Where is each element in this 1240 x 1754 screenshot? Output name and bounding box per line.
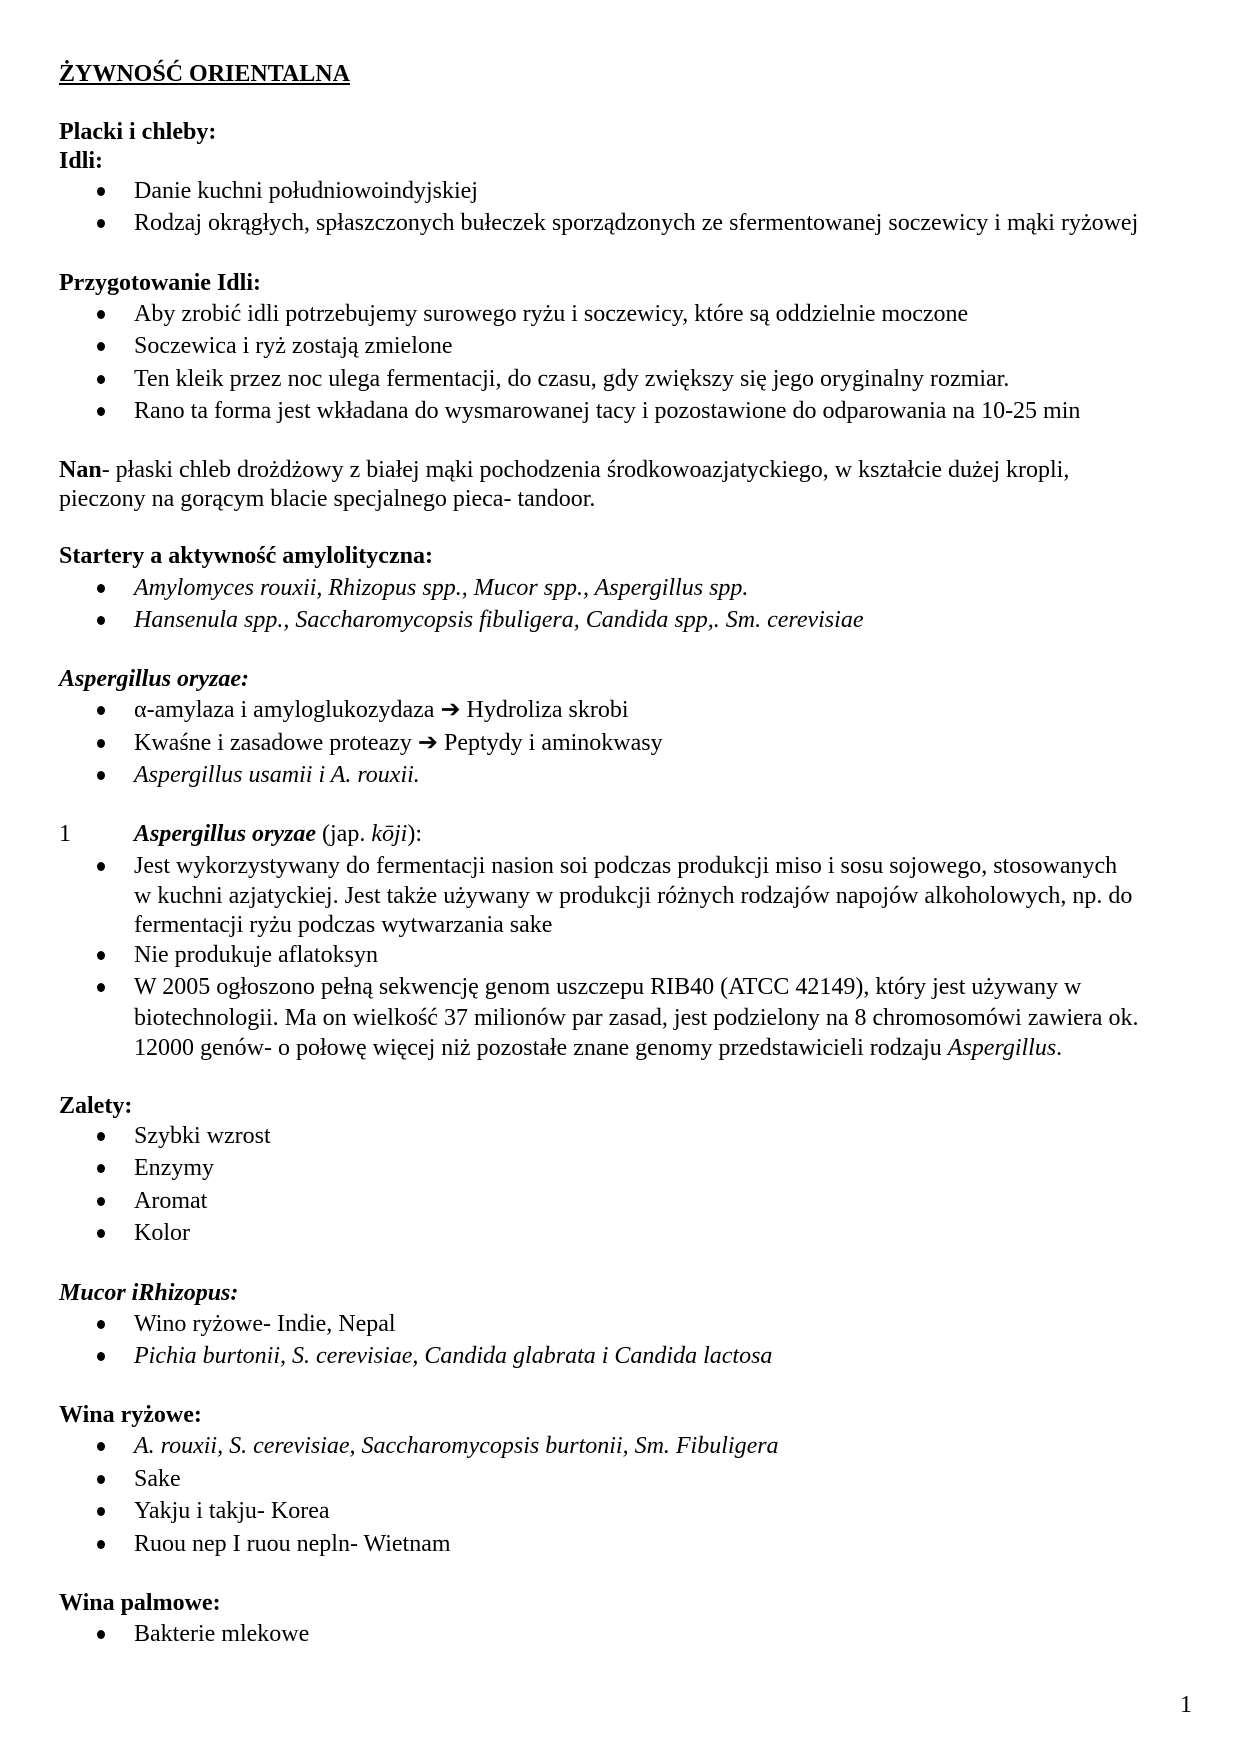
- bullet-continuation: [134, 881, 1132, 911]
- bullet-continuation: [134, 1033, 1062, 1063]
- text-run: Danie kuchni południowoindyjskiej: [134, 178, 478, 204]
- text-run: Kwaśne i zasadowe proteazy ➔ Peptydy i aminokwasy: [134, 730, 663, 756]
- text-run: Aspergillus: [947, 1035, 1057, 1061]
- section-heading: [59, 146, 103, 176]
- section-heading: [59, 1400, 202, 1430]
- bullet-icon: [97, 771, 105, 780]
- bullet-icon: [97, 951, 105, 960]
- text-run: biotechnologii. Ma on wielkość 37 milionów par zasad, jest podzielony na 8 chromosomówi zawiera ok.: [134, 1005, 1139, 1031]
- bullet-icon: [97, 342, 105, 351]
- bullet-item: [134, 1619, 309, 1649]
- text-run: Aspergillus oryzae: [134, 821, 317, 847]
- text-run: Amylomyces rouxii, Rhizopus spp., Mucor spp., Aspergillus spp.: [134, 575, 749, 601]
- bullet-item: [134, 851, 1117, 881]
- bullet-icon: [97, 407, 105, 416]
- document-title: ŻYWNOŚĆ ORIENTALNA: [59, 61, 350, 87]
- bullet-item: [134, 1121, 271, 1151]
- text-run: (jap.: [316, 821, 372, 847]
- text-run: 12000 genów- o połowę więcej niż pozostałe znane genomy przedstawicieli rodzaju: [134, 1035, 948, 1061]
- bullet-item: [134, 208, 1138, 238]
- text-run: Mucor iRhizopus:: [59, 1280, 239, 1306]
- bullet-item: [134, 1309, 396, 1339]
- bullet-item: [134, 364, 1009, 394]
- bullet-icon: [97, 1229, 105, 1238]
- bullet-item: [134, 573, 748, 603]
- text-run: Przygotowanie Idli:: [59, 270, 261, 296]
- bullet-icon: [97, 584, 105, 593]
- numbered-heading: [59, 819, 422, 849]
- text-run: - płaski chleb drożdżowy z białej mąki pochodzenia środkowoazjatyckiego, w kształcie dużej kropli,: [101, 457, 1070, 483]
- section-heading: [59, 541, 433, 571]
- text-run: Rodzaj okrągłych, spłaszczonych bułeczek sporządzonych ze sfermentowanej soczewicy i mąki ryżowej: [134, 210, 1139, 236]
- bullet-icon: [97, 1630, 105, 1639]
- bullet-item: [134, 1186, 207, 1216]
- bullet-item: [134, 1496, 330, 1526]
- text-run: Sake: [134, 1466, 181, 1492]
- text-run: Aspergillus oryzae:: [59, 666, 250, 692]
- text-run: Soczewica i ryż zostają zmielone: [134, 333, 453, 359]
- text-run: Wina palmowe:: [59, 1590, 221, 1616]
- bullet-item: [134, 1529, 451, 1559]
- text-run: Yakju i takju- Korea: [134, 1498, 330, 1524]
- text-run: Placki i chleby:: [59, 119, 217, 145]
- bullet-icon: [97, 1320, 105, 1329]
- text-run: Idli:: [59, 148, 104, 174]
- text-run: Nie produkuje aflatoksyn: [134, 942, 378, 968]
- bullet-item: [134, 605, 863, 635]
- bullet-icon: [97, 1164, 105, 1173]
- bullet-icon: [97, 310, 105, 319]
- text-run: Wina ryżowe:: [59, 1402, 202, 1428]
- text-run: Ruou nep I ruou nepln- Wietnam: [134, 1531, 451, 1557]
- bullet-item: [134, 299, 968, 329]
- text-run: Hansenula spp., Saccharomycopsis fibuligera, Candida spp,. Sm. cerevisiae: [134, 607, 864, 633]
- bullet-item: [134, 1464, 181, 1494]
- bullet-item: [134, 728, 663, 758]
- section-heading: [59, 268, 261, 298]
- text-run: w kuchni azjatyckiej. Jest także używany w produkcji różnych rodzajów napojów alkoholowych, np. do: [134, 883, 1133, 909]
- bullet-item: [134, 176, 478, 206]
- bullet-icon: [97, 219, 105, 228]
- bullet-icon: [97, 983, 105, 992]
- bullet-icon: [97, 1132, 105, 1141]
- bullet-item: [134, 1341, 772, 1371]
- text-run: Nan: [59, 457, 102, 483]
- text-run: Kolor: [134, 1220, 190, 1246]
- text-run: Pichia burtonii, S. cerevisiae, Candida glabrata i Candida lactosa: [134, 1343, 773, 1369]
- paragraph-line: [59, 484, 595, 514]
- text-run: A. rouxii, S. cerevisiae, Saccharomycopsis burtonii, Sm. Fibuligera: [134, 1433, 779, 1459]
- bullet-item: [134, 760, 420, 790]
- text-run: Aromat: [134, 1188, 208, 1214]
- text-run: Aby zrobić idli potrzebujemy surowego ryżu i soczewicy, które są oddzielnie moczone: [134, 301, 969, 327]
- bullet-icon: [97, 1352, 105, 1361]
- paragraph-line: [59, 455, 1069, 485]
- section-heading: [59, 1278, 238, 1308]
- bullet-icon: [97, 375, 105, 384]
- text-run: Bakterie mlekowe: [134, 1621, 310, 1647]
- text-run: Jest wykorzystywany do fermentacji nasion soi podczas produkcji miso i sosu sojowego, stosowanych: [134, 853, 1118, 879]
- text-run: W 2005 ogłoszono pełną sekwencję genom uszczepu RIB40 (ATCC 42149), który jest używany w: [134, 974, 1082, 1000]
- bullet-icon: [97, 1475, 105, 1484]
- text-run: Aspergillus usamii i A. rouxii.: [134, 762, 420, 788]
- bullet-icon: [97, 1507, 105, 1516]
- section-heading: [59, 1588, 221, 1618]
- bullet-icon: [97, 739, 105, 748]
- text-run: ):: [407, 821, 422, 847]
- text-run: fermentacji ryżu podczas wytwarzania sake: [134, 912, 553, 938]
- bullet-icon: [97, 1540, 105, 1549]
- text-run: α-amylaza i amyloglukozydaza ➔ Hydroliza skrobi: [134, 697, 629, 723]
- text-run: Rano ta forma jest wkładana do wysmarowanej tacy i pozostawione do odparowania na 10-25 min: [134, 398, 1081, 424]
- text-run: Wino ryżowe- Indie, Nepal: [134, 1311, 396, 1337]
- bullet-item: [134, 1431, 779, 1461]
- section-heading: [59, 117, 216, 147]
- bullet-icon: [97, 187, 105, 196]
- bullet-icon: [97, 706, 105, 715]
- bullet-item: [134, 1218, 190, 1248]
- text-run: Enzymy: [134, 1155, 214, 1181]
- bullet-icon: [97, 862, 105, 871]
- text-run: .: [1056, 1035, 1063, 1061]
- text-run: Startery a aktywność amylolityczna:: [59, 543, 433, 569]
- text-run: kōji: [371, 821, 408, 847]
- bullet-continuation: [134, 910, 552, 940]
- bullet-item: [134, 396, 1080, 426]
- bullet-item: [134, 331, 453, 361]
- bullet-item: [134, 695, 629, 725]
- bullet-icon: [97, 1197, 105, 1206]
- bullet-item: [134, 972, 1081, 1002]
- list-number: 1: [59, 821, 71, 847]
- section-heading: [59, 664, 249, 694]
- text-run: pieczony na gorącym blacie specjalnego pieca- tandoor.: [59, 486, 596, 512]
- section-heading: [59, 1091, 132, 1121]
- page-number: 1: [1180, 1692, 1192, 1718]
- text-run: Zalety:: [59, 1093, 133, 1119]
- bullet-item: [134, 940, 378, 970]
- bullet-icon: [97, 1442, 105, 1451]
- bullet-continuation: [134, 1003, 1138, 1033]
- bullet-item: [134, 1153, 214, 1183]
- text-run: Ten kleik przez noc ulega fermentacji, do czasu, gdy zwiększy się jego oryginalny rozmiar.: [134, 366, 1010, 392]
- text-run: Szybki wzrost: [134, 1123, 271, 1149]
- bullet-icon: [97, 616, 105, 625]
